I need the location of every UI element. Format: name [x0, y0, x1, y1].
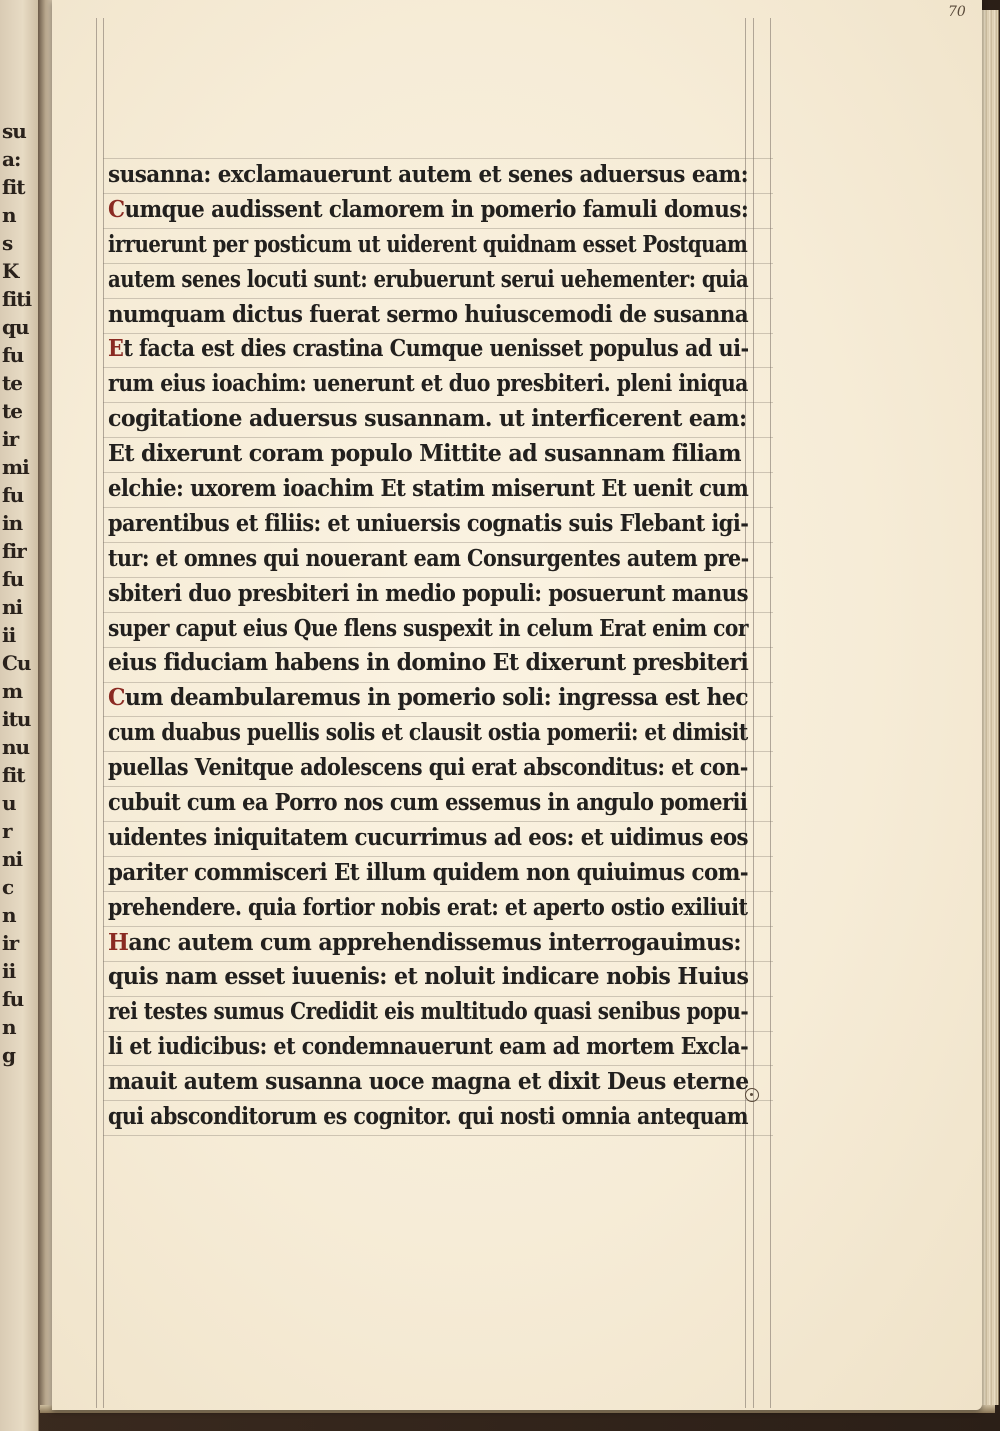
left-page-text-fragment: g [2, 1043, 15, 1067]
line-text: pariter commisceri Et illum quidem non quiuimus com- [108, 858, 749, 886]
left-page-text-fragment: n [2, 1015, 16, 1039]
line-text: rei testes sumus Credidit eis multitudo quasi senibus popu- [108, 998, 749, 1026]
ruling-line-left-inner [103, 18, 104, 1408]
left-page-text-fragment: r [2, 819, 12, 843]
line-text: quis nam esset iuuenis: et noluit indicare nobis Huius [108, 963, 749, 991]
left-page-text-fragment: nu [2, 735, 30, 759]
left-page-text-fragment: ni [2, 847, 23, 871]
line-text: uidentes iniquitatem cucurrimus ad eos: et uidimus eos [108, 823, 749, 851]
line-text: anc autem cum apprehendissemus interrogauimus: [128, 928, 741, 956]
text-line [108, 786, 748, 821]
text-line [108, 1030, 749, 1065]
initial-letter: C [108, 195, 125, 223]
text-line [108, 716, 748, 751]
left-page-text-fragment: n [2, 903, 16, 927]
text-line [108, 681, 749, 716]
line-text: qui absconditorum es cognitor. qui nosti omnia antequam [108, 1103, 749, 1131]
left-page-text-fragment: in [2, 511, 23, 535]
line-text: mauit autem susanna uoce magna et dixit Deus eterne [108, 1068, 749, 1096]
line-text: puellas Venitque adolescens qui erat absconditus: et con- [108, 754, 748, 782]
line-text: Et dixerunt coram populo Mittite ad susannam filiam [108, 440, 741, 468]
left-page-text-fragment: fu [2, 567, 24, 591]
left-page-text-fragment: ii [2, 623, 16, 647]
left-page-text-fragment: c [2, 875, 14, 899]
text-line [108, 193, 749, 228]
left-page-text-fragment: qu [2, 315, 29, 339]
text-block [108, 158, 773, 1135]
left-page-text-fragment: u [2, 791, 16, 815]
line-text: cum duabus puellis solis et clausit ostia pomerii: et dimisit [108, 719, 748, 747]
left-page-text-fragment: a: [2, 147, 21, 171]
initial-letter: H [108, 928, 129, 956]
text-line [108, 507, 749, 542]
left-page-text-fragment: fir [2, 539, 26, 563]
text-line [108, 646, 749, 681]
left-page-text-fragment: m [2, 679, 23, 703]
left-page-text-fragment: fu [2, 987, 24, 1011]
text-line [108, 437, 748, 472]
text-line [108, 926, 748, 961]
line-text: sbiteri duo presbiteri in medio populi: posuerunt manus [108, 579, 748, 607]
line-text: autem senes locuti sunt: erubuerunt serui uehementer: quia [108, 265, 749, 293]
text-line [108, 891, 748, 926]
text-line [108, 960, 747, 995]
line-text: irruerunt per posticum ut uiderent quidnam esset Postquam [108, 230, 748, 258]
text-line [108, 577, 748, 612]
text-line [108, 751, 748, 786]
left-page-text-fragment: fit [2, 175, 25, 199]
ruling-line-left-outer [96, 18, 97, 1408]
marginal-pen-mark [745, 1088, 759, 1102]
left-page-text-fragment: ir [2, 931, 19, 955]
line-text: t facta est dies crastina Cumque uenisset populus ad ui- [123, 335, 749, 363]
text-line [108, 402, 748, 437]
line-text: prehendere. quia fortior nobis erat: et aperto ostio exiliuit [108, 893, 748, 921]
line-text: umque audissent clamorem in pomerio famuli domus: [124, 195, 749, 223]
line-text: li et iudicibus: et condemnauerunt eam ad mortem Excla- [108, 1033, 749, 1061]
line-text: cubuit cum ea Porro nos cum essemus in angulo pomerii [108, 789, 748, 817]
text-line [108, 158, 749, 193]
left-page-text-fragment: ni [2, 595, 23, 619]
left-page-text-fragment: su [2, 119, 26, 143]
left-page-text-fragment: s [2, 231, 13, 255]
text-line [108, 542, 749, 577]
left-page-text-fragment: te [2, 399, 22, 423]
line-text: parentibus et filiis: et uniuersis cognatis suis Flebant igi- [108, 509, 749, 537]
line-text: susanna: exclamauerunt autem et senes aduersus eam: [108, 161, 749, 188]
left-page-text-fragment: te [2, 371, 22, 395]
left-page-text-fragment: ir [2, 427, 19, 451]
line-text: rum eius ioachim: uenerunt et duo presbiteri. pleni iniqua [108, 370, 748, 398]
initial-letter: C [108, 684, 125, 712]
text-line [108, 298, 749, 333]
left-page-text-fragment: ii [2, 959, 16, 983]
text-line [108, 856, 749, 891]
left-page-text-fragment: K [2, 259, 19, 283]
initial-letter: E [108, 335, 124, 363]
text-line [108, 472, 749, 507]
left-page-text-fragment: fu [2, 483, 24, 507]
line-text: numquam dictus fuerat sermo huiuscemodi de susanna [108, 300, 749, 328]
left-page-text-fragment: Cu [2, 651, 31, 675]
line-text: um deambularemus in pomerio soli: ingressa est hec [124, 684, 749, 712]
ruling-line [103, 1135, 773, 1136]
line-text: eius fiduciam habens in domino Et dixerunt presbiteri [108, 649, 749, 677]
text-line [108, 1100, 749, 1135]
line-text: super caput eius Que flens suspexit in celum Erat enim cor [108, 614, 748, 642]
left-facing-page [0, 0, 39, 1431]
left-page-text-fragment: fit [2, 763, 25, 787]
folio-number: 70 [948, 4, 966, 20]
text-line [108, 995, 749, 1030]
text-line [108, 263, 749, 298]
text-line [108, 332, 749, 367]
left-page-text-fragment: n [2, 203, 16, 227]
text-line [108, 1065, 749, 1100]
line-text: elchie: uxorem ioachim Et statim miserunt Et uenit cum [108, 475, 749, 503]
text-line [108, 821, 749, 856]
left-page-text-fragment: fiti [2, 287, 32, 311]
left-page-text-fragment: fu [2, 343, 24, 367]
line-text: tur: et omnes qui nouerant eam Consurgentes autem pre- [108, 544, 749, 572]
text-line [108, 367, 748, 402]
line-text: cogitatione aduersus susannam. ut interficerent eam: [108, 405, 747, 433]
left-page-text-fragment: mi [2, 455, 29, 479]
text-line [108, 612, 748, 647]
text-line [108, 228, 748, 263]
left-page-text-fragment: itu [2, 707, 31, 731]
